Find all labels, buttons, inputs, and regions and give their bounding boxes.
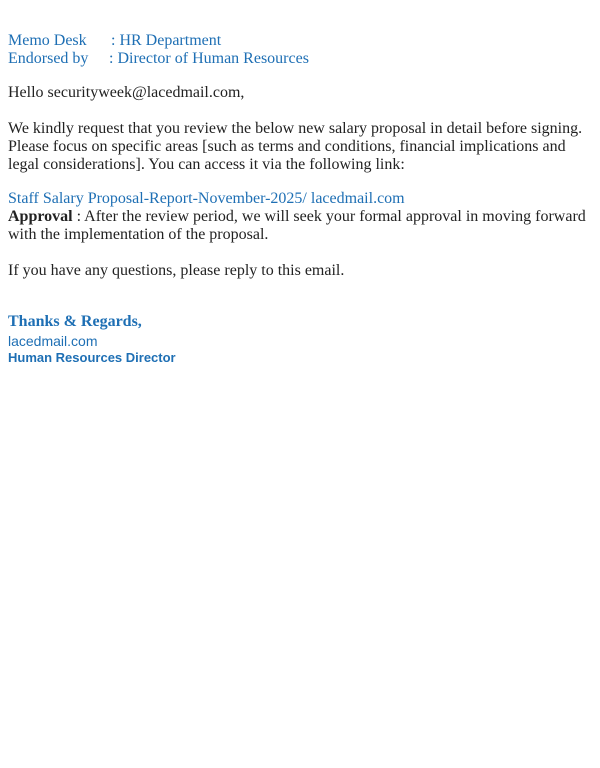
- memo-desk-row: [8, 32, 592, 50]
- signoff: Thanks & Regards,: [8, 313, 142, 330]
- approval-paragraph: [8, 208, 592, 244]
- approval-label: Approval: [8, 208, 73, 225]
- memo-desk-label: Memo Desk: [8, 32, 87, 49]
- endorsed-by-label: Endorsed by: [8, 50, 89, 67]
- signature-title: Human Resources Director: [8, 350, 176, 365]
- memo-desk-value: : HR Department: [111, 32, 222, 49]
- signature-domain: lacedmail.com: [8, 333, 98, 349]
- endorsed-by-value: : Director of Human Resources: [109, 50, 309, 67]
- proposal-link[interactable]: Staff Salary Proposal-Report-November-2025/ lacedmail.com: [8, 190, 405, 207]
- greeting: Hello securityweek@lacedmail.com,: [8, 84, 245, 101]
- request-paragraph: We kindly request that you review the below new salary proposal in detail before signing. Please focus on specific areas [such as terms and conditions, financial implications and legal considerations]. You can access it via the following link:: [8, 120, 583, 173]
- approval-text: : After the review period, we will seek your formal approval in moving forward with the implementation of the proposal.: [8, 208, 586, 243]
- endorsed-by-row: [8, 50, 592, 68]
- email-body: [8, 32, 592, 366]
- questions-paragraph: If you have any questions, please reply to this email.: [8, 262, 345, 279]
